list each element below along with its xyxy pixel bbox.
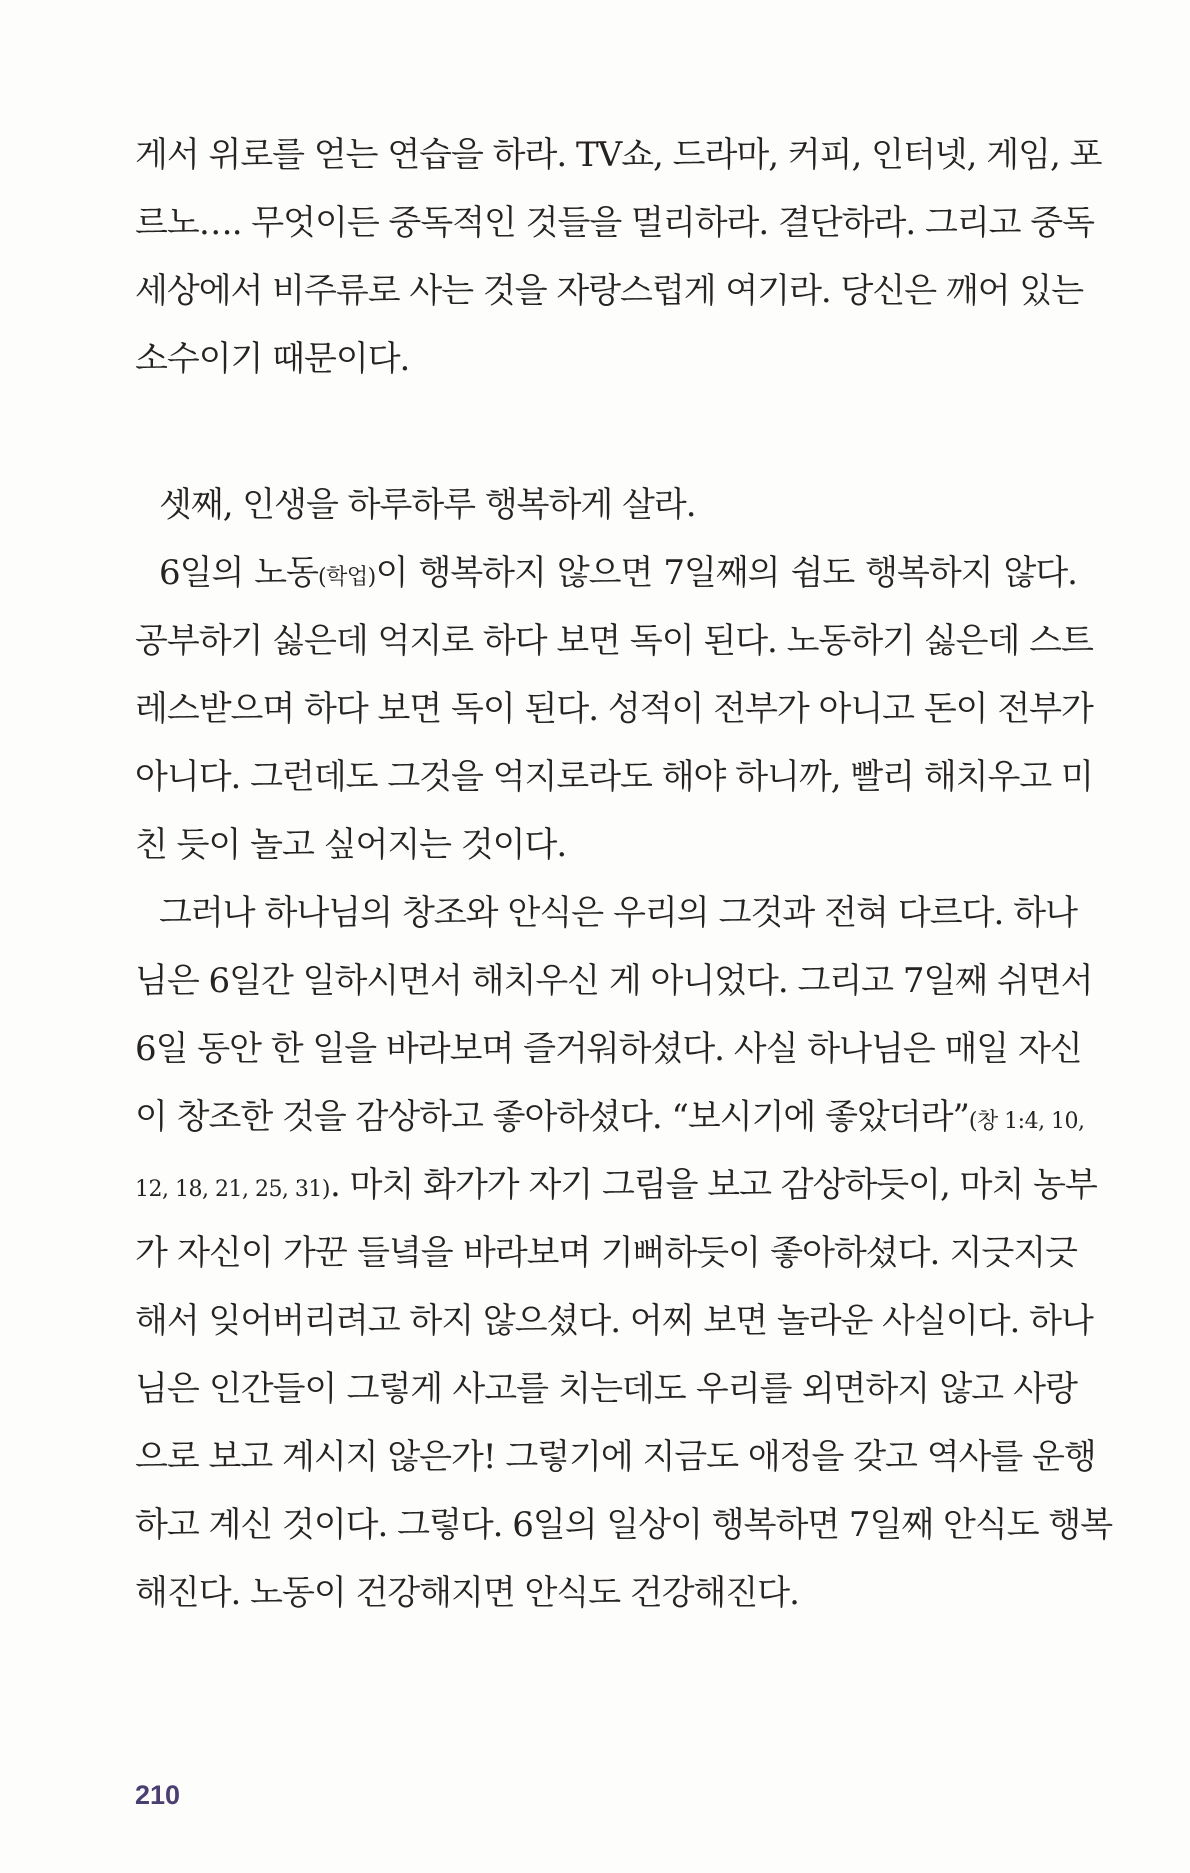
page-number: 210 (135, 1780, 181, 1810)
text-line (135, 1355, 1077, 1423)
text-line (135, 539, 1077, 607)
citation-text: (창 1:4, 10, (968, 1109, 1085, 1134)
text-line (135, 257, 1084, 325)
body-text: 6일 동안 한 일을 바라보며 즐거워하셨다. 사실 하나님은 매일 자신 (135, 1029, 1082, 1069)
body-text: 친 듯이 놀고 싶어지는 것이다. (135, 825, 567, 865)
text-line (135, 811, 1077, 879)
text-line (135, 1287, 1093, 1355)
text-line (135, 947, 1093, 1015)
body-text: 이 창조한 것을 감상하고 좋아하셨다. “보시기에 좋았더라” (135, 1097, 969, 1137)
citation-text: 12, 18, 21, 25, 31) (135, 1177, 330, 1202)
text-line (135, 1423, 1096, 1491)
text-line (135, 325, 1077, 393)
body-text: 게서 위로를 얻는 연습을 하라. TV쇼, 드라마, 커피, 인터넷, 게임, 포 (135, 135, 1102, 175)
body-text: 으로 보고 계시지 않은가! 그렇기에 지금도 애정을 갖고 역사를 운행 (135, 1437, 1096, 1477)
text-line (135, 743, 1093, 811)
text-line (135, 1559, 1077, 1627)
text-line (135, 879, 1077, 947)
body-text: . 마치 화가가 자기 그림을 보고 감상하듯이, 마치 농부 (330, 1165, 1097, 1205)
text-line (135, 189, 1095, 257)
text-line (135, 1219, 1077, 1287)
body-text: 르노…. 무엇이든 중독적인 것들을 멀리하라. 결단하라. 그리고 중독 (135, 203, 1095, 243)
body-text: 이 행복하지 않으면 7일째의 쉼도 행복하지 않다. (375, 553, 1077, 593)
text-line (135, 675, 1093, 743)
body-text: 해진다. 노동이 건강해지면 안식도 건강해진다. (135, 1573, 799, 1613)
paragraph-block-1 (135, 121, 1102, 393)
text-line (135, 1491, 1113, 1559)
text-line (135, 1083, 1085, 1151)
text-line (135, 1015, 1082, 1083)
body-text: 레스받으며 하다 보면 독이 된다. 성적이 전부가 아니고 돈이 전부가 (135, 689, 1093, 729)
body-text: 6일의 노동 (159, 553, 318, 593)
text-line (135, 121, 1102, 189)
body-text: 그러나 하나님의 창조와 안식은 우리의 그것과 전혀 다르다. 하나 (159, 893, 1077, 933)
body-text: 해서 잊어버리려고 하지 않으셨다. 어찌 보면 놀라운 사실이다. 하나 (135, 1301, 1093, 1341)
citation-text: (학업) (317, 565, 376, 590)
body-text: 소수이기 때문이다. (135, 339, 410, 379)
body-text: 님은 6일간 일하시면서 해치우신 게 아니었다. 그리고 7일째 쉬면서 (135, 961, 1093, 1001)
paragraph-block-2 (135, 471, 1113, 1627)
text-line (135, 471, 1077, 539)
text-line (135, 607, 1093, 675)
body-text: 세상에서 비주류로 사는 것을 자랑스럽게 여기라. 당신은 깨어 있는 (135, 271, 1084, 311)
body-text: 가 자신이 가꾼 들녘을 바라보며 기뻐하듯이 좋아하셨다. 지긋지긋 (135, 1233, 1077, 1273)
body-text: 아니다. 그런데도 그것을 억지로라도 해야 하니까, 빨리 해치우고 미 (135, 757, 1093, 797)
body-text: 공부하기 싫은데 억지로 하다 보면 독이 된다. 노동하기 싫은데 스트 (135, 621, 1093, 661)
body-text: 님은 인간들이 그렇게 사고를 치는데도 우리를 외면하지 않고 사랑 (135, 1369, 1077, 1409)
body-text: 하고 계신 것이다. 그렇다. 6일의 일상이 행복하면 7일째 안식도 행복 (135, 1505, 1113, 1545)
body-text: 셋째, 인생을 하루하루 행복하게 살라. (159, 485, 696, 525)
text-line (135, 1151, 1097, 1219)
